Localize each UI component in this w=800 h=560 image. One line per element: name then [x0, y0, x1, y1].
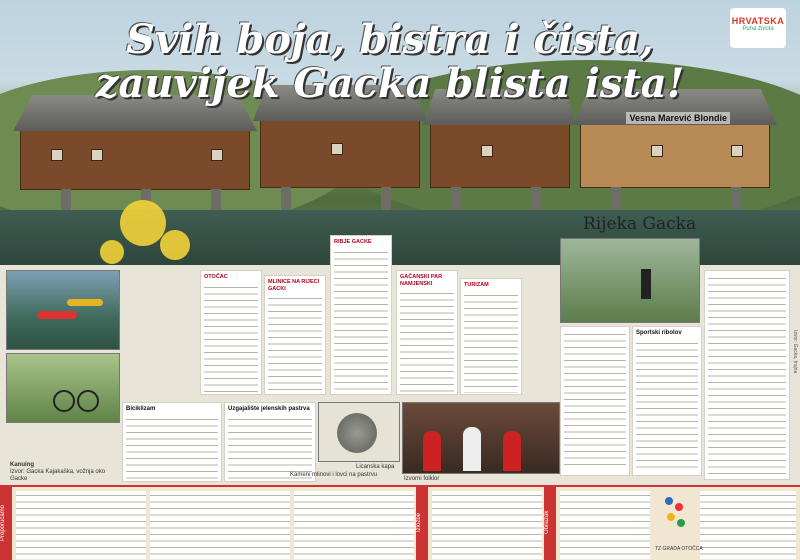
bike-box-title: Biciklizam: [126, 406, 156, 412]
strip-column: [294, 491, 414, 559]
kayak-photo: [6, 270, 120, 350]
article-column: [330, 235, 392, 395]
strip-column: [432, 491, 542, 559]
section-title: Rijeka Gacka: [583, 214, 697, 234]
strip-column: [700, 491, 796, 559]
mill-building: [260, 118, 420, 188]
medal-photo: [318, 402, 400, 462]
fishing-photo: [560, 238, 700, 323]
article-column: [460, 278, 522, 395]
strip-column: [150, 491, 290, 559]
bike-box: [122, 402, 222, 482]
caption-kanuing: [10, 462, 120, 483]
folk-photo: [402, 402, 560, 474]
article-column: [560, 326, 630, 476]
mill-building: [430, 122, 570, 188]
strip-label-right: Obilazak: [544, 487, 556, 560]
strip-label-left: Preporučamo: [0, 487, 12, 560]
column-title: GAČANSKI PAR NAMJENSKI: [400, 274, 443, 287]
headline-line-2: zauvijek Gacka blista ista!: [95, 60, 685, 107]
tz-logo: [665, 497, 687, 543]
headline-line-1: Svih boja, bistra i čista,: [126, 16, 654, 63]
article-column: [264, 275, 326, 395]
strip-column: [560, 491, 650, 559]
logo-brand: HRVATSKA: [731, 16, 785, 26]
bike-photo: [6, 353, 120, 423]
caption-medal: Licanska kapa: [356, 464, 395, 470]
headline: [80, 18, 700, 106]
caption-kanuing-title: Kanuing: [10, 462, 34, 468]
caption-folk: Izvorni folklor: [404, 476, 440, 482]
column-title: TURIZAM: [464, 282, 489, 288]
croatia-logo: [730, 8, 786, 48]
article-column: [200, 270, 262, 395]
logo-tagline: Puna života: [742, 26, 774, 32]
center-box-title: Uzgajalište jelenskih pastrva: [228, 406, 310, 412]
column-title: RIBJE GACKE: [334, 239, 372, 245]
article-column: [704, 270, 790, 480]
fishing-box-title: Sportski ribolov: [636, 330, 682, 336]
column-title: OTOČAC: [204, 274, 228, 280]
article-column: [396, 270, 458, 395]
center-box: [224, 402, 316, 482]
mill-building: [580, 122, 770, 188]
byline: Vesna Marević Blondie: [626, 112, 730, 124]
column-title: MLINICE NA RIJECI GACKI: [268, 279, 320, 292]
tz-label: TZ GRADA OTOČCA: [655, 546, 703, 552]
strip-column: [16, 491, 146, 559]
article-column: [632, 326, 702, 476]
strip-label-mid: Izložbe: [416, 487, 428, 560]
caption-kanuing-text: Izvor: Gacka Kajakaška, vožnja oko Gacke: [10, 469, 106, 482]
side-credit: Izvor: Gacka, trajna: [792, 330, 798, 374]
mill-building: [20, 128, 250, 190]
caption-center-sub: Kameni mlinovi i lovci na pastrvu: [290, 472, 378, 478]
